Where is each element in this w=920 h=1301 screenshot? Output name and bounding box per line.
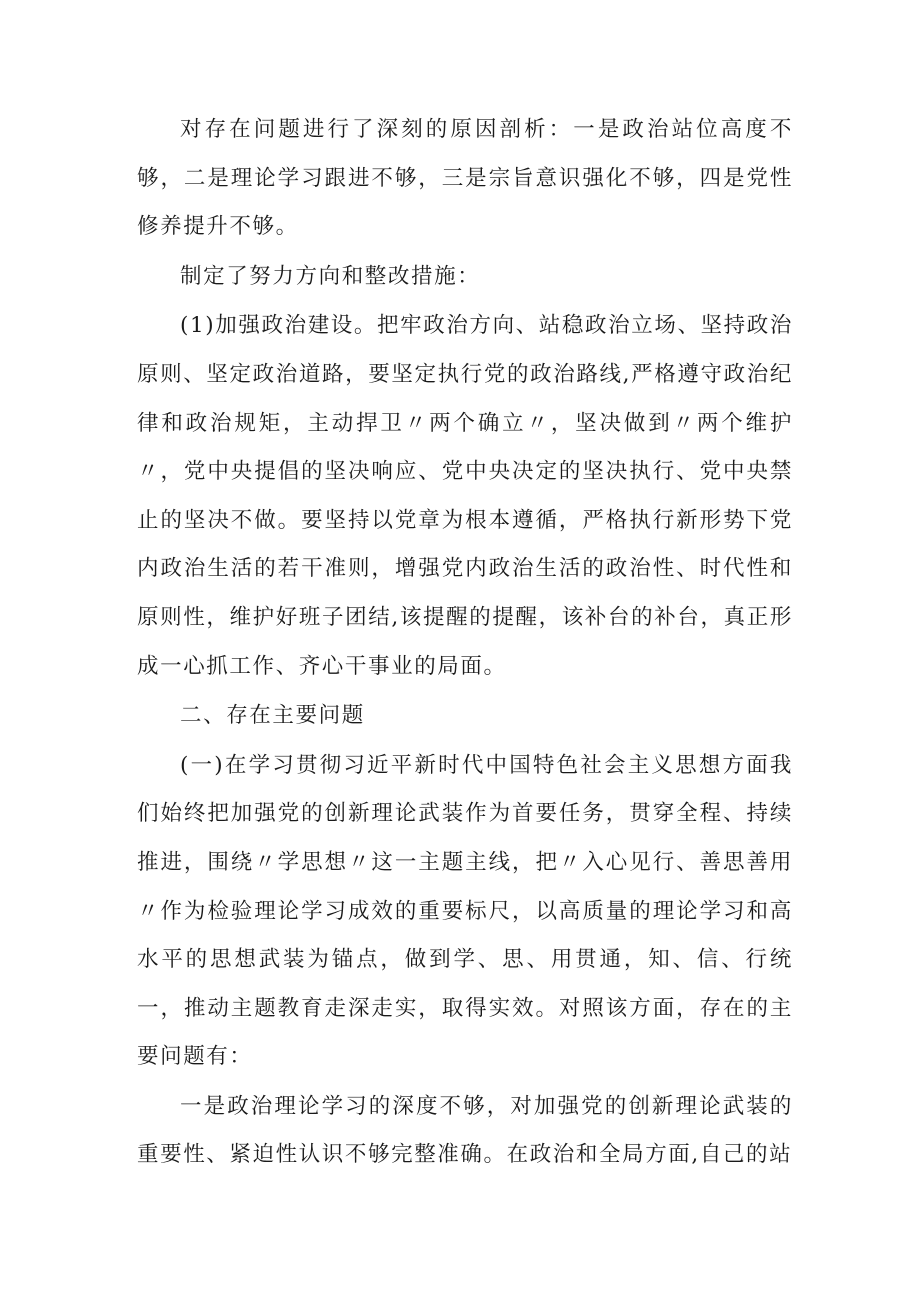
paragraph-problem-one: 一是政治理论学习的深度不够，对加强党的创新理论武装的重要性、紧迫性认识不够完整准确。在政治和全局方面,自己的站 <box>137 1093 793 1168</box>
section-heading-main-problems: 二、存在主要问题 <box>180 703 365 729</box>
paragraph-political-building: (1)加强政治建设。把牢政治方向、站稳政治立场、坚持政治原则、坚定政治道路，要坚定执行党的政治路线,严格遵守政治纪律和政治规矩，主动捍卫〃两个确立〃，坚决做到〃两个维护〃，党中央提倡的坚决响应、党中央决定的坚决执行、党中央禁止的坚决不做。要坚持以党章为根本遵循，严格执行新形势下党内政治生活的若干准则，增强党内政治生活的政治性、时代性和原则性，维护好班子团结,该提醒的提醒，该补台的补台，真正形成一心抓工作、齐心干事业的局面。 <box>137 313 793 679</box>
paragraph-theory-study: (一)在学习贯彻习近平新时代中国特色社会主义思想方面我们始终把加强党的创新理论武装作为首要任务，贯穿全程、持续推进，围绕〃学思想〃这一主题主线，把〃入心见行、善思善用〃作为检验理论学习成效的重要标尺，以高质量的理论学习和高水平的思想武装为锚点，做到学、思、用贯通，知、信、行统一，推动主题教育走深走实，取得实效。对照该方面，存在的主要问题有： <box>137 752 793 1070</box>
paragraph-measures-intro: 制定了努力方向和整改措施： <box>180 263 481 289</box>
paragraph-cause-analysis: 对存在问题进行了深刻的原因剖析：一是政治站位高度不够，二是理论学习跟进不够，三是宗旨意识强化不够，四是党性修养提升不够。 <box>137 117 793 240</box>
document-body <box>137 106 793 1180</box>
